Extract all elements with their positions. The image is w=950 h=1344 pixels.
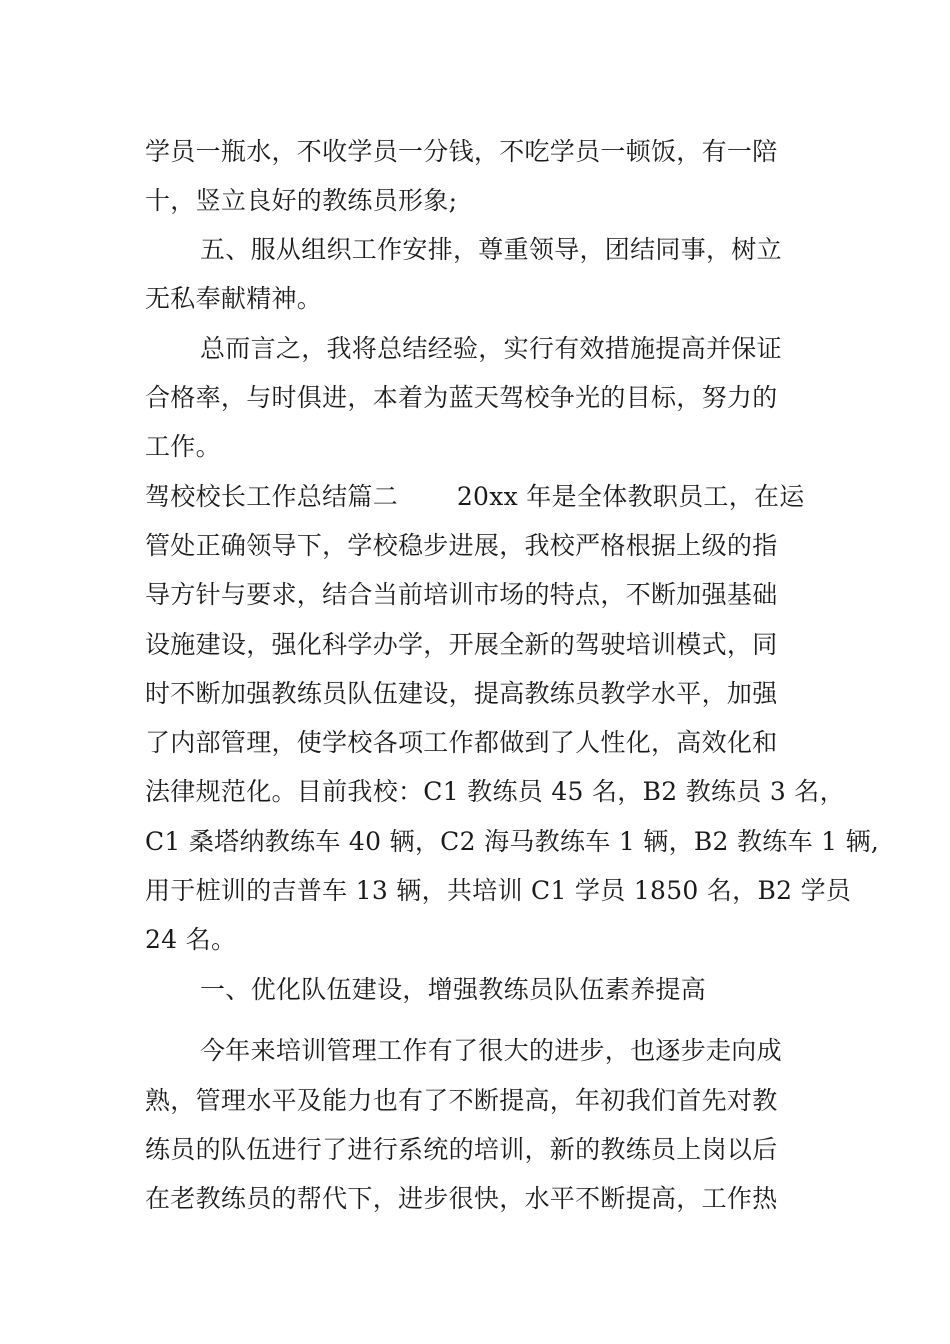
section-heading-line: 驾校校长工作总结篇二 20xx 年是全体教职员工，在运 <box>145 482 805 511</box>
subheading-line: 一、优化队伍建设，增强教练员队伍素养提高 <box>200 975 707 1004</box>
text-line: 合格率，与时俱进，本着为蓝天驾校争光的目标，努力的 <box>145 383 778 412</box>
text-line: 总而言之，我将总结经验，实行有效措施提高并保证 <box>200 334 782 363</box>
text-line: 法律规范化。目前我校：C1 教练员 45 名，B2 教练员 3 名， <box>145 777 845 806</box>
text-line: 今年来培训管理工作有了很大的进步，也逐步走向成 <box>200 1036 782 1065</box>
text-line: 练员的队伍进行了进行系统的培训，新的教练员上岗以后 <box>145 1135 778 1164</box>
text-line: 无私奉献精神。 <box>145 284 323 313</box>
text-line: 管处正确领导下，学校稳步进展，我校严格根据上级的指 <box>145 531 778 560</box>
text-line: 了内部管理，使学校各项工作都做到了人性化，高效化和 <box>145 728 778 757</box>
text-line: 时不断加强教练员队伍建设，提高教练员教学水平，加强 <box>145 679 778 708</box>
text-line: 用于桩训的吉普车 13 辆，共培训 C1 学员 1850 名，B2 学员 <box>145 876 852 905</box>
text-line: 十，竖立良好的教练员形象; <box>145 186 458 215</box>
text-line: 熟，管理水平及能力也有了不断提高，年初我们首先对教 <box>145 1086 778 1115</box>
text-line: 工作。 <box>145 432 221 461</box>
text-line: 五、服从组织工作安排，尊重领导，团结同事，树立 <box>200 235 782 264</box>
text-line: 学员一瓶水，不收学员一分钱，不吃学员一顿饭，有一陪 <box>145 137 778 166</box>
text-line: C1 桑塔纳教练车 40 辆，C2 海马教练车 1 辆，B2 教练车 1 辆, <box>145 827 880 856</box>
text-line: 在老教练员的帮代下，进步很快，水平不断提高，工作热 <box>145 1184 778 1213</box>
text-line: 导方针与要求，结合当前培训市场的特点，不断加强基础 <box>145 580 778 609</box>
text-line: 设施建设，强化科学办学，开展全新的驾驶培训模式，同 <box>145 630 778 659</box>
text-line: 24 名。 <box>145 925 237 954</box>
